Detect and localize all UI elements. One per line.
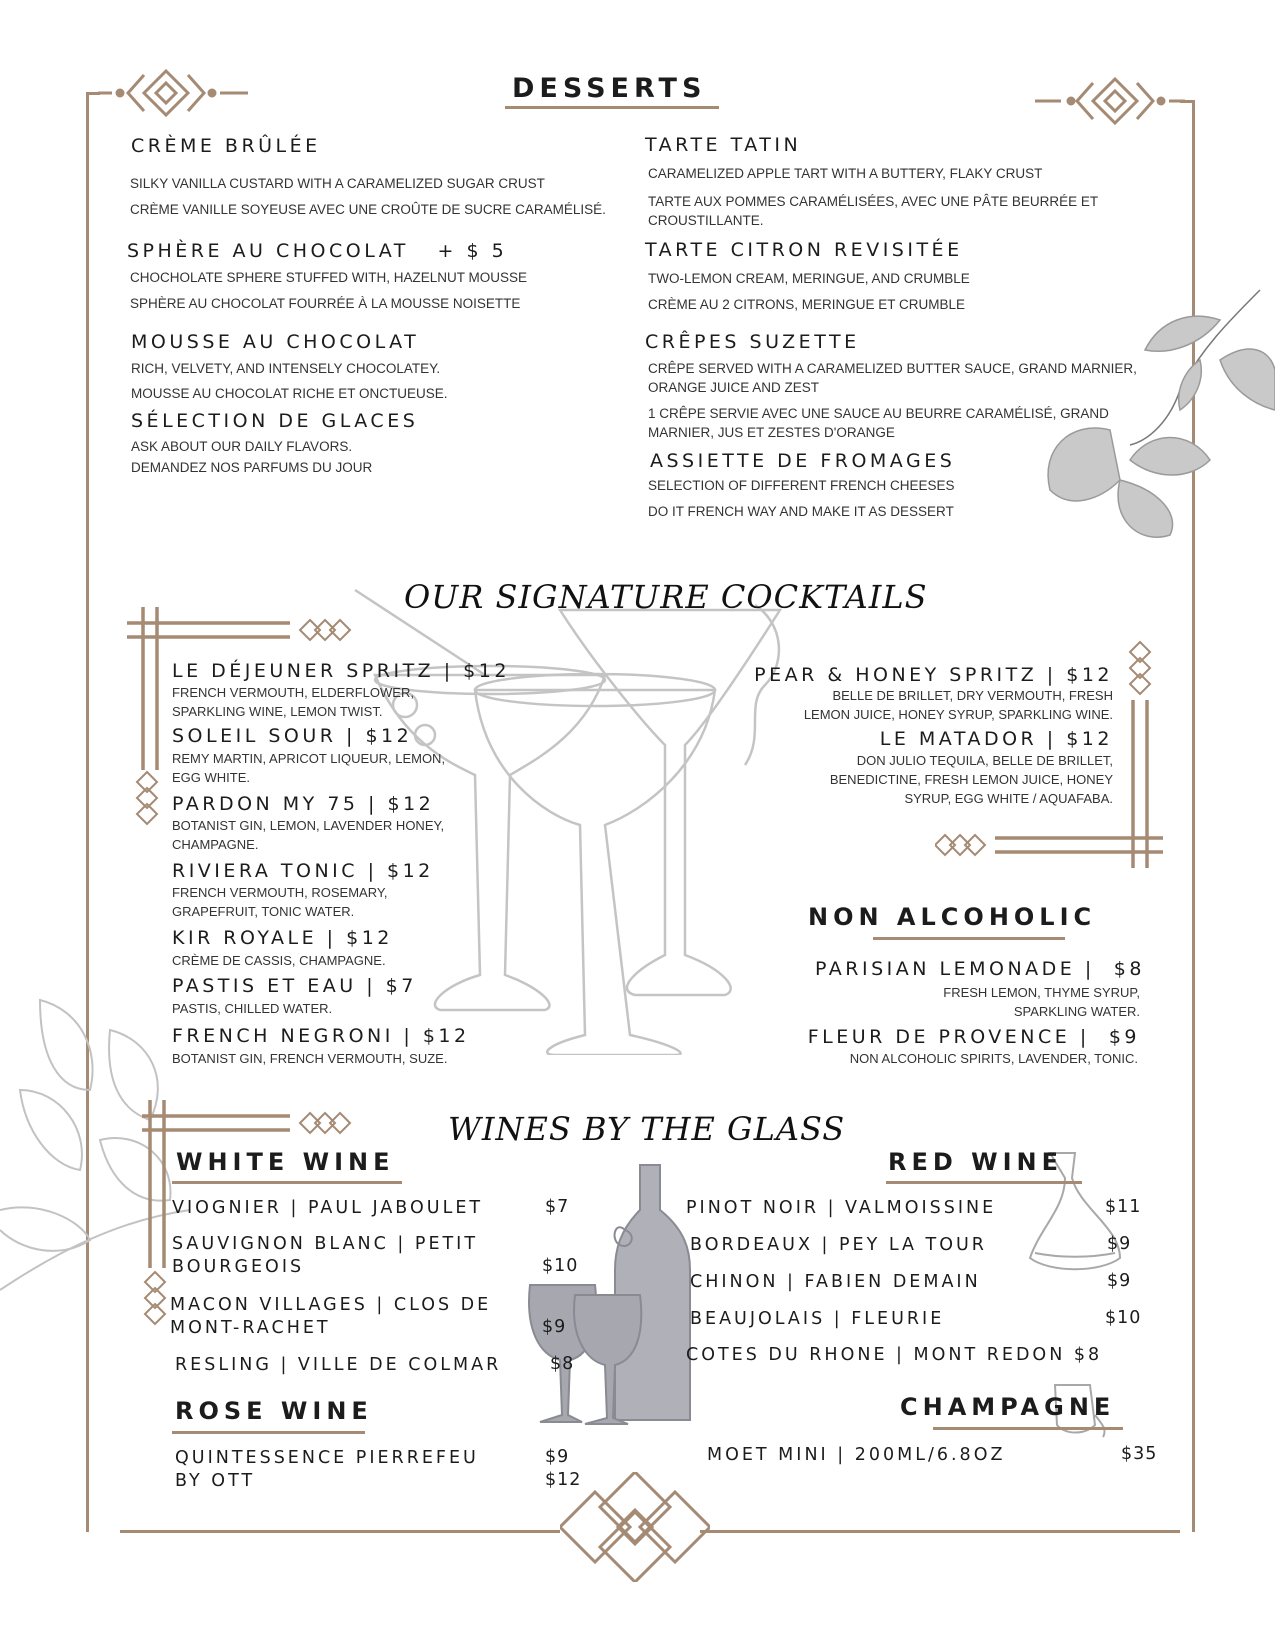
cocktail-desc: FRENCH VERMOUTH, ROSEMARY, GRAPEFRUIT, TONIC WATER. xyxy=(172,885,388,919)
diamond-ornament-icon xyxy=(98,65,258,121)
wine-price: $9 xyxy=(545,1447,570,1467)
cocktail-desc: LEMON JUICE, HONEY SYRUP, SPARKLING WINE. xyxy=(803,707,1113,722)
wine-price: $10 xyxy=(1105,1308,1142,1328)
dessert-desc-fr: 1 CRÊPE SERVIE AVEC UNE SAUCE AU BEURRE CARAMÉLISÉ, GRAND MARNIER, JUS ET ZESTES D'ORANGE xyxy=(648,406,1109,440)
dessert-name: CRÈME BRÛLÉE xyxy=(131,135,321,157)
wine-price: $9 xyxy=(1107,1271,1132,1291)
wine-name: BY OTT xyxy=(175,1471,256,1491)
cocktail-name: RIVIERA TONIC | $12 xyxy=(172,860,434,882)
drink-name: FLEUR DE PROVENCE | $9 xyxy=(807,1026,1140,1048)
drink-desc: FRESH LEMON, THYME SYRUP, xyxy=(943,985,1140,1000)
dessert-name: SÉLECTION DE GLACES xyxy=(131,410,419,432)
cocktail-name: KIR ROYALE | $12 xyxy=(172,927,393,949)
dessert-desc-en: CARAMELIZED APPLE TART WITH A BUTTERY, FLAKY CRUST xyxy=(648,166,1043,181)
drink-name: PARISIAN LEMONADE | $8 xyxy=(815,958,1145,980)
rose-wine-underline xyxy=(172,1431,365,1434)
red-wine-underline xyxy=(886,1181,1082,1184)
dessert-desc-fr: CRÈME AU 2 CITRONS, MERINGUE ET CRUMBLE xyxy=(648,297,966,312)
dessert-desc-fr: TARTE AUX POMMES CARAMÉLISÉES, AVEC UNE PÂTE BEURRÉE ET CROUSTILLANTE. xyxy=(648,194,1098,228)
dessert-name: TARTE TATIN xyxy=(645,134,802,156)
wine-price: $10 xyxy=(542,1256,579,1276)
wine-name: CHINON | FABIEN DEMAIN xyxy=(690,1272,981,1292)
white-wine-underline xyxy=(172,1181,402,1184)
cocktail-name: PASTIS ET EAU | $7 xyxy=(172,975,417,997)
dessert-desc-fr: MOUSSE AU CHOCOLAT RICHE ET ONCTUEUSE. xyxy=(131,386,448,401)
cocktail-desc: SYRUP, EGG WHITE / AQUAFABA. xyxy=(904,791,1113,806)
wine-name: VIOGNIER | PAUL JABOULET xyxy=(172,1198,484,1218)
wine-price: $11 xyxy=(1105,1197,1142,1217)
dessert-desc-en: SELECTION OF DIFFERENT FRENCH CHEESES xyxy=(648,478,955,493)
wine-name: BEAUJOLAIS | FLEURIE xyxy=(690,1309,945,1329)
wine-name: RESLING | VILLE DE COLMAR xyxy=(175,1355,502,1375)
dessert-desc-en: RICH, VELVETY, AND INTENSELY CHOCOLATEY. xyxy=(131,361,441,376)
diamond-ornament-icon xyxy=(1035,73,1195,129)
dessert-desc-en: CRÊPE SERVED WITH A CARAMELIZED BUTTER SAUCE, GRAND MARNIER, ORANGE JUICE AND ZEST xyxy=(648,361,1137,395)
non-alcoholic-underline xyxy=(873,937,1065,940)
white-wine-title: WHITE WINE xyxy=(176,1148,395,1176)
cocktail-desc: BELLE DE BRILLET, DRY VERMOUTH, FRESH xyxy=(832,688,1113,703)
dessert-name: CRÊPES SUZETTE xyxy=(645,331,860,353)
wine-name: BORDEAUX | PEY LA TOUR xyxy=(690,1235,987,1255)
cocktail-desc: REMY MARTIN, APRICOT LIQUEUR, LEMON, EGG WHITE. xyxy=(172,751,446,785)
dessert-desc-fr: SPHÈRE AU CHOCOLAT FOURRÉE À LA MOUSSE NOISETTE xyxy=(130,296,521,311)
cocktail-desc: DON JULIO TEQUILA, BELLE DE BRILLET, xyxy=(856,753,1113,768)
wine-price: $35 xyxy=(1121,1444,1158,1464)
drink-desc: SPARKLING WATER. xyxy=(1013,1004,1140,1019)
diamond-ornament-icon xyxy=(132,770,162,830)
dessert-name: TARTE CITRON REVISITÉE xyxy=(645,239,963,261)
wine-name: SAUVIGNON BLANC | PETIT xyxy=(172,1234,479,1254)
desserts-title-underline xyxy=(505,106,719,109)
cocktail-name: PEAR & HONEY SPRITZ | $12 xyxy=(754,664,1113,686)
wine-name: QUINTESSENCE PIERREFEU xyxy=(175,1448,479,1468)
cocktail-name: PARDON MY 75 | $12 xyxy=(172,793,435,815)
dessert-name: ASSIETTE DE FROMAGES xyxy=(650,450,956,472)
dessert-desc-fr: DEMANDEZ NOS PARFUMS DU JOUR xyxy=(131,460,373,475)
wine-name: MACON VILLAGES | CLOS DE xyxy=(170,1295,492,1315)
dessert-desc-fr: DO IT FRENCH WAY AND MAKE IT AS DESSERT xyxy=(648,504,954,519)
cocktail-desc: BOTANIST GIN, FRENCH VERMOUTH, SUZE. xyxy=(172,1051,448,1066)
champagne-title: CHAMPAGNE xyxy=(900,1393,1116,1421)
cocktail-name: SOLEIL SOUR | $12 xyxy=(172,725,413,747)
wine-name: BOURGEOIS xyxy=(172,1257,305,1277)
cocktail-desc: BOTANIST GIN, LEMON, LAVENDER HONEY, CHAMPAGNE. xyxy=(172,818,445,852)
diamond-ornament-icon xyxy=(140,1270,170,1330)
dessert-name: MOUSSE AU CHOCOLAT xyxy=(131,331,420,353)
cocktail-name: LE MATADOR | $12 xyxy=(879,728,1113,750)
dessert-desc-en: SILKY VANILLA CUSTARD WITH A CARAMELIZED SUGAR CRUST xyxy=(130,176,545,191)
wine-name: MOET MINI | 200ML/6.8OZ xyxy=(707,1445,1006,1465)
red-wine-title: RED WINE xyxy=(888,1148,1064,1176)
cocktail-name: FRENCH NEGRONI | $12 xyxy=(172,1025,470,1047)
desserts-title: DESSERTS xyxy=(512,73,707,104)
wine-price: $9 xyxy=(1107,1234,1132,1254)
cocktail-name: LE DÉJEUNER SPRITZ | $12 xyxy=(172,660,510,682)
drink-desc: NON ALCOHOLIC SPIRITS, LAVENDER, TONIC. xyxy=(849,1051,1138,1066)
wine-price: $7 xyxy=(545,1197,570,1217)
diamond-ornament-icon xyxy=(1125,640,1155,700)
rose-wine-title: ROSE WINE xyxy=(175,1397,373,1425)
cocktail-desc: PASTIS, CHILLED WATER. xyxy=(172,1001,333,1016)
dessert-desc-en: CHOCHOLATE SPHERE STUFFED WITH, HAZELNUT MOUSSE xyxy=(130,270,528,285)
wine-name: PINOT NOIR | VALMOISSINE xyxy=(686,1198,997,1218)
dessert-desc-fr: CRÈME VANILLE SOYEUSE AVEC UNE CROÛTE DE SUCRE CARAMÉLISÉ. xyxy=(130,202,606,217)
champagne-underline xyxy=(933,1427,1123,1430)
dessert-name: SPHÈRE AU CHOCOLAT + $ 5 xyxy=(127,240,508,262)
wine-name: MONT-RACHET xyxy=(170,1318,331,1338)
dessert-desc-en: TWO-LEMON CREAM, MERINGUE, AND CRUMBLE xyxy=(648,271,970,286)
wines-title: WINES BY THE GLASS xyxy=(448,1110,846,1148)
diamond-ornament-icon xyxy=(560,1472,710,1582)
non-alcoholic-title: NON ALCOHOLIC xyxy=(808,903,1097,931)
wine-price: $12 xyxy=(545,1470,582,1490)
cocktail-desc: CRÈME DE CASSIS, CHAMPAGNE. xyxy=(172,953,386,968)
cocktails-title: OUR SIGNATURE COCKTAILS xyxy=(404,578,928,616)
wine-price: $8 xyxy=(550,1354,575,1374)
cocktail-desc: FRENCH VERMOUTH, ELDERFLOWER, SPARKLING WINE, LEMON TWIST. xyxy=(172,685,414,719)
dessert-desc-en: ASK ABOUT OUR DAILY FLAVORS. xyxy=(131,439,353,454)
wine-price: $9 xyxy=(542,1317,567,1337)
wine-name: COTES DU RHONE | MONT REDON $8 xyxy=(686,1345,1103,1365)
cocktail-desc: BENEDICTINE, FRESH LEMON JUICE, HONEY xyxy=(829,772,1113,787)
